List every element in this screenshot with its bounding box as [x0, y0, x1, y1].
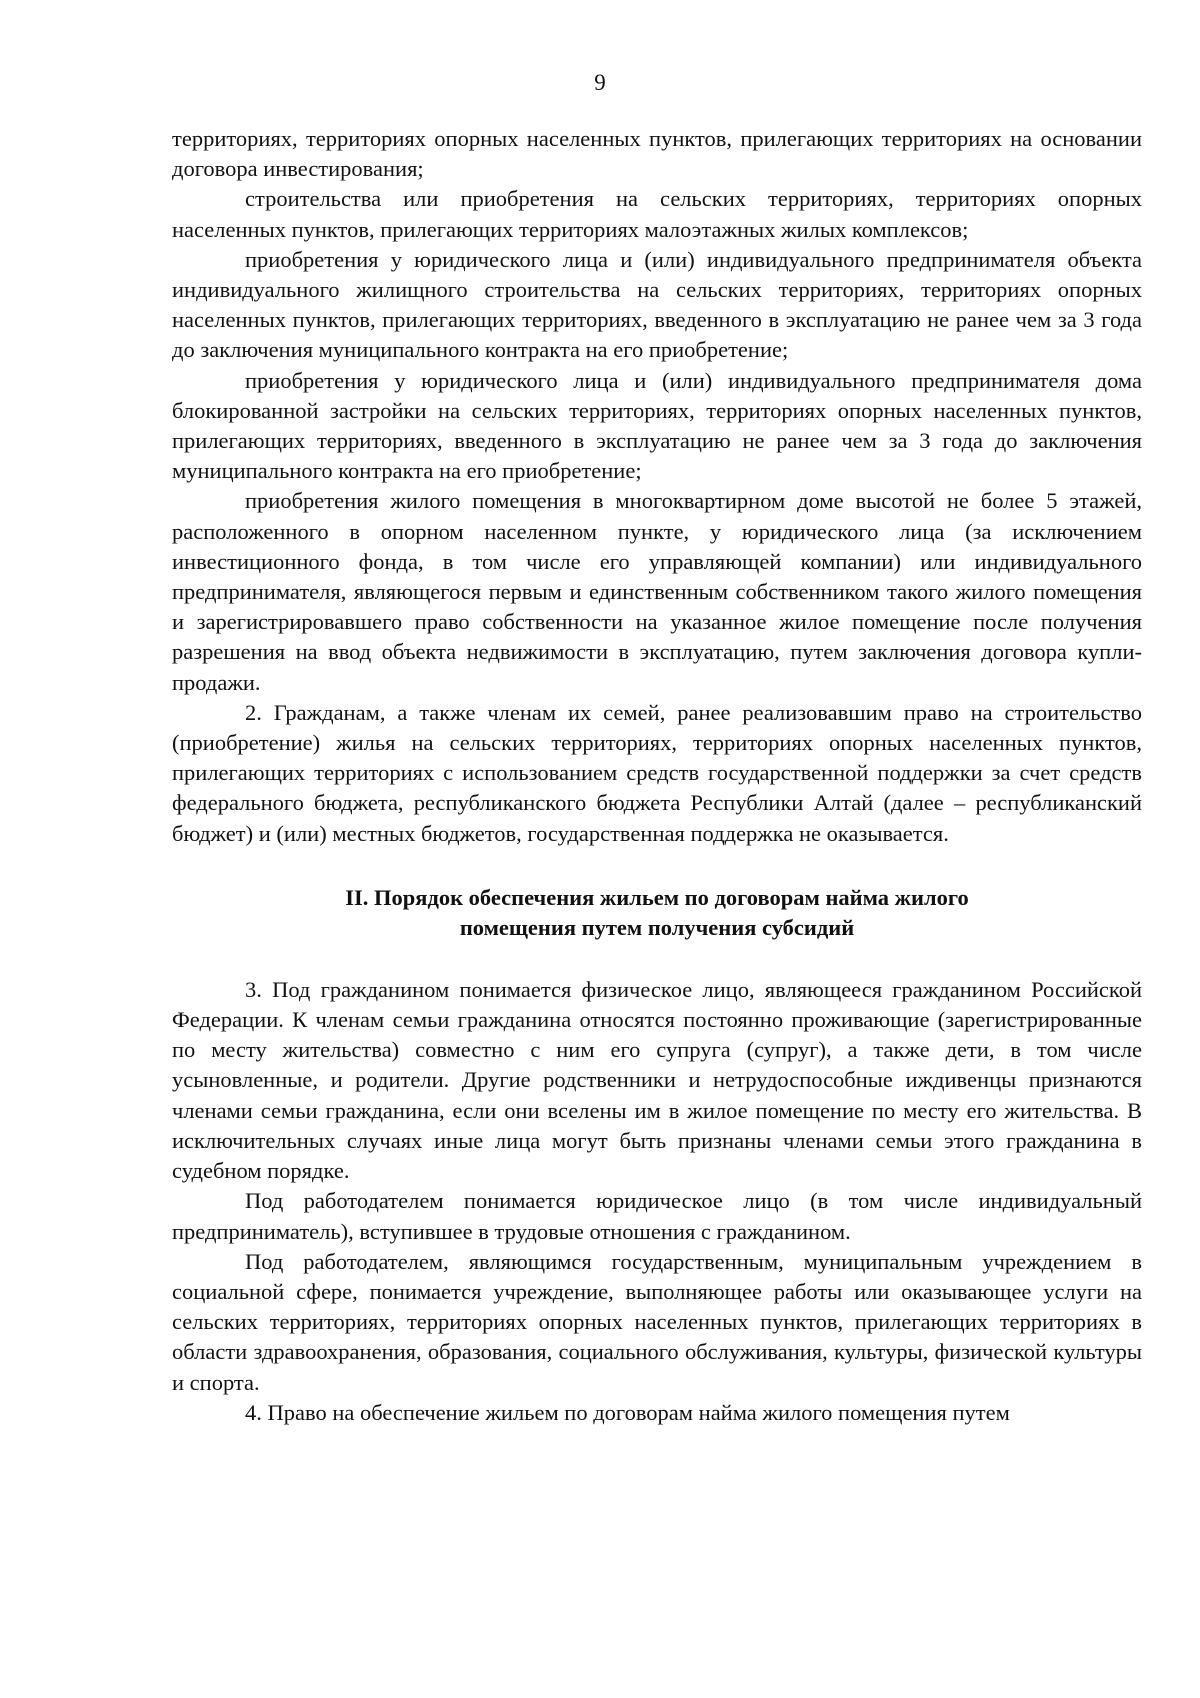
paragraph-construction: строительства или приобретения на сельских территориях, территориях опорных населенных пунктов, прилегающих территориях малоэтажных жилых комплексов;: [172, 186, 1142, 242]
paragraph-purchase-apartment: приобретения жилого помещения в многоквартирном доме высотой не более 5 этажей, расположенного в опорном населенном пункте, у юридического лица (за исключением инвестиционного фонда, в том числе его управляющей компании) или индивидуального предпринимателя, являющегося первым и единственным собственником такого жилого помещения и зарегистрировавшего право собственности на указанное жилое помещение после получения разрешения на ввод объекта недвижимости в эксплуатацию, путем заключения договора купли-продажи.: [172, 488, 1142, 695]
paragraph-purchase-blocked-house: приобретения у юридического лица и (или) индивидуального предпринимателя дома блокированной застройки на сельских территориях, территориях опорных населенных пунктов, прилегающих территориях, введенного в эксплуатацию не ранее чем за 3 года до заключения муниципального контракта на его приобретение;: [172, 367, 1142, 484]
section-heading-line-2: помещения путем получения субсидий: [459, 914, 855, 940]
paragraph-item-3: 3. Под гражданином понимается физическое лицо, являющееся гражданином Российской Федерации. К членам семьи гражданина относятся постоянно проживающие (зарегистрированные по месту жительства) совместно с ним его супруга (супруг), а также дети, в том числе усыновленные, и родители. Другие родственники и нетрудоспособные иждивенцы признаются членами семьи гражданина, если они вселены им в жилое помещение по месту его жительства. В исключительных случаях иные лица могут быть признаны членами семьи этого гражданина в судебном порядке.: [172, 976, 1142, 1184]
paragraph-social-employer-definition: Под работодателем, являющимся государственным, муниципальным учреждением в социальной сфере, понимается учреждение, выполняющее работы или оказывающее услуги на сельских территориях, территориях опорных населенных пунктов, прилегающих территориях в области здравоохранения, образования, социального обслуживания, культуры, физической культуры и спорта.: [172, 1248, 1142, 1395]
section-heading: [172, 883, 1142, 943]
page-number: 9: [594, 70, 606, 95]
section-heading-line-1: II. Порядок обеспечения жильем по договорам найма жилого: [345, 884, 969, 910]
document-body: [172, 124, 1142, 1428]
paragraph-item-2: 2. Гражданам, а также членам их семей, ранее реализовавшим право на строительство (приобретение) жилья на сельских территориях, территориях опорных населенных пунктов, прилегающих территориях с использованием средств государственной поддержки за счет средств федерального бюджета, республиканского бюджета Республики Алтай (далее – республиканский бюджет) и (или) местных бюджетов, государственная поддержка не оказывается.: [172, 699, 1142, 846]
paragraph-purchase-individual-house: приобретения у юридического лица и (или) индивидуального предпринимателя объекта индивидуального жилищного строительства на сельских территориях, территориях опорных населенных пунктов, прилегающих территориях, введенного в эксплуатацию не ранее чем за 3 года до заключения муниципального контракта на его приобретение;: [172, 246, 1142, 363]
paragraph-employer-definition: Под работодателем понимается юридическое лицо (в том числе индивидуальный предприниматель), вступившее в трудовые отношения с гражданином.: [172, 1188, 1142, 1244]
paragraph-item-4: 4. Право на обеспечение жильем по договорам найма жилого помещения путем: [245, 1399, 1010, 1425]
paragraph-continuation: территориях, территориях опорных населенных пунктов, прилегающих территориях на основании договора инвестирования;: [172, 126, 1142, 182]
